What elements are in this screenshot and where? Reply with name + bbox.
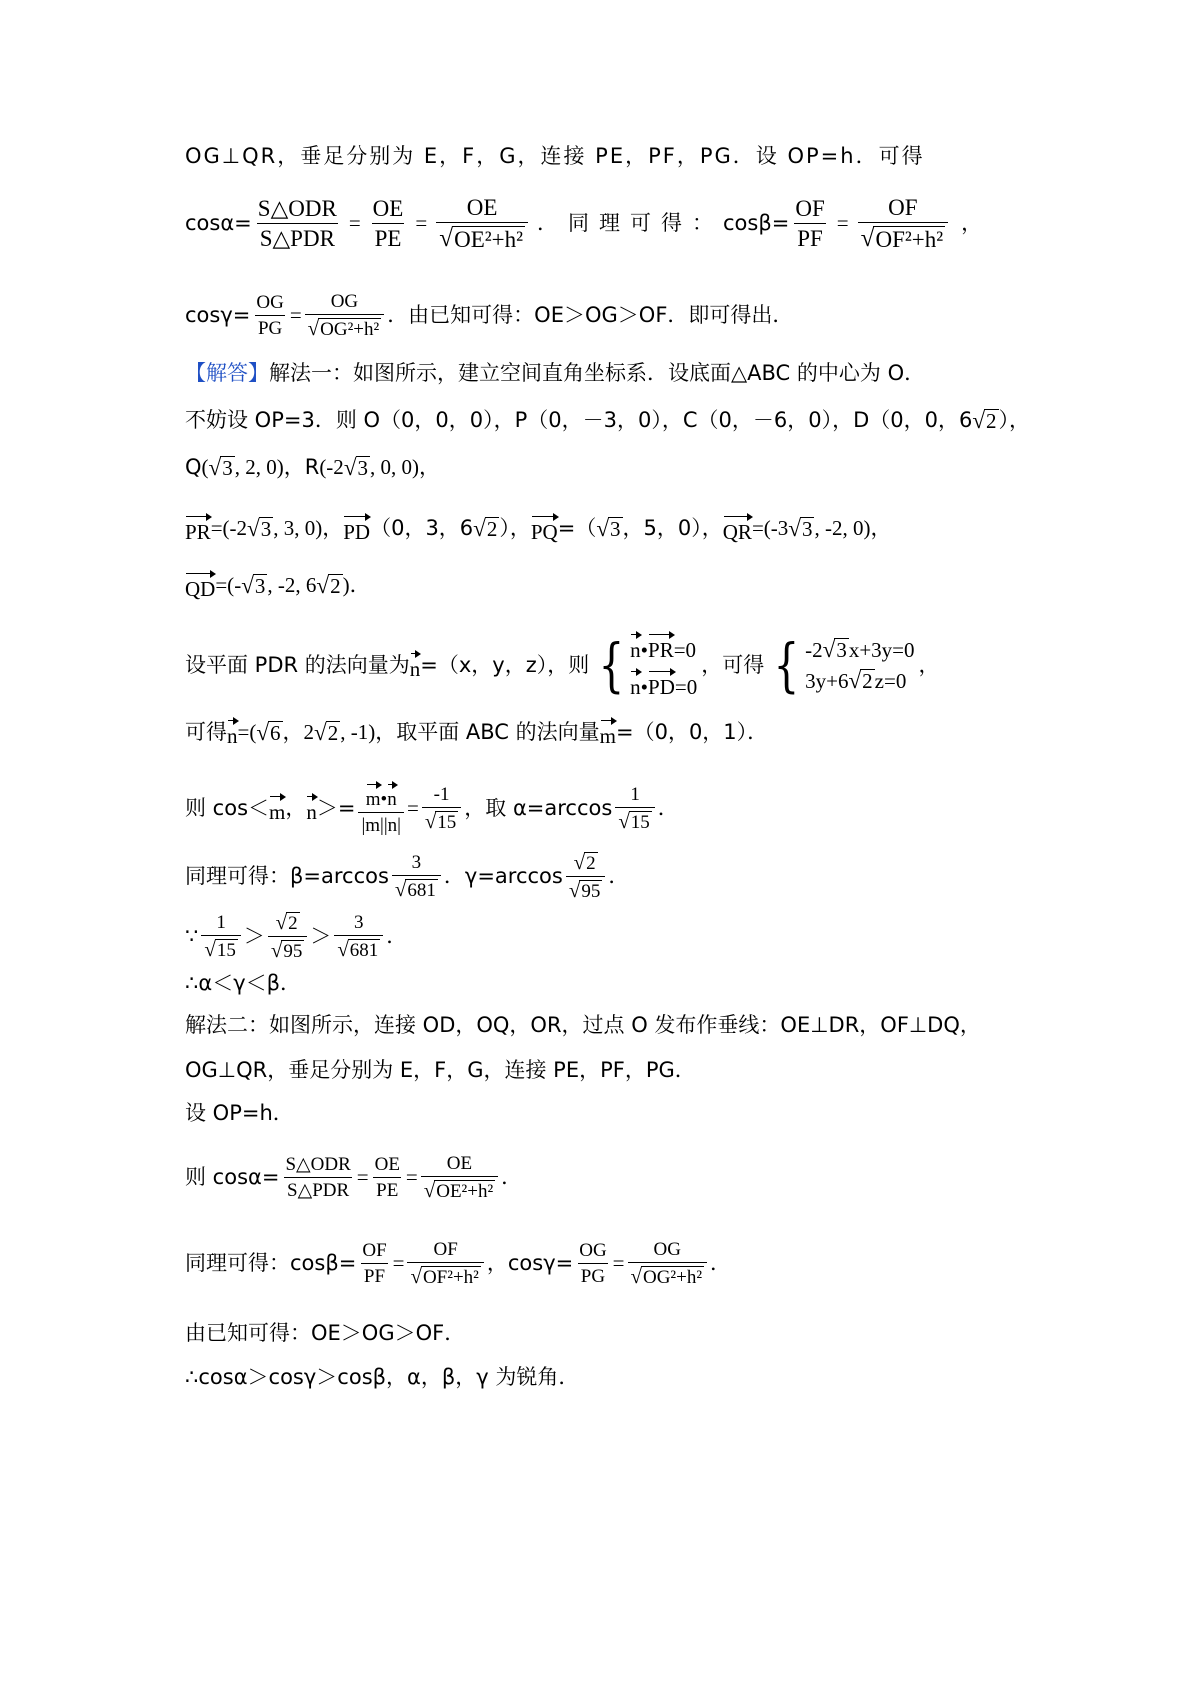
coordinate: 0: [380, 455, 391, 480]
comma: ,: [814, 516, 825, 540]
comma: ,: [295, 573, 306, 597]
coordinate: 2: [245, 455, 256, 480]
sqrt-argument: 15: [437, 812, 457, 833]
og-sqrt-fraction: [628, 1240, 708, 1287]
numerator: OE: [372, 196, 404, 222]
denominator: √ OE²+h²: [421, 1176, 498, 1201]
text-line-6: [185, 456, 440, 479]
brace: {: [773, 631, 800, 699]
text-span: ，: [622, 516, 644, 540]
text-span: 同理可得：cosβ=: [185, 1251, 357, 1275]
sqrt-argument: OG²+h²: [320, 319, 380, 340]
sqrt-argument: 2: [327, 720, 339, 745]
sqrt-expression: √ 6: [256, 718, 281, 745]
sqrt-argument: 15: [216, 940, 236, 961]
denominator: √ 15: [201, 935, 240, 960]
sqrt-argument: 3: [260, 516, 272, 541]
text-line-15: [185, 1015, 981, 1036]
coordinate: -2: [277, 573, 296, 597]
numerator: 1: [216, 912, 226, 933]
vector-pd: PD: [343, 514, 370, 543]
vector-n: n: [630, 632, 641, 661]
coordinate: 0: [852, 516, 864, 540]
text-line-17: [185, 1103, 294, 1124]
sqrt-expression: √ OF²+h²: [860, 224, 944, 252]
numerator: OG: [256, 292, 284, 313]
system-rows: [805, 635, 915, 693]
text-line-10: [185, 718, 768, 747]
equals-sign: =: [392, 1251, 405, 1275]
formula-line-3: [185, 292, 793, 339]
sqrt-argument: 2: [486, 516, 498, 541]
sqrt-argument: 2: [330, 573, 341, 598]
sqrt-expression: √ OG²+h²: [307, 316, 380, 340]
numerator: √ 2: [573, 850, 596, 874]
text-span: ，cosγ=: [486, 1251, 574, 1275]
comma: ，: [870, 516, 892, 540]
three-over-sqrt681: [334, 913, 383, 960]
coordinate: 2: [303, 720, 315, 744]
numerator: OE: [466, 195, 498, 220]
numerator: 1: [630, 784, 640, 805]
equals-sign: =(: [751, 516, 771, 540]
because-symbol: ∵: [185, 924, 199, 948]
comma: ,: [267, 573, 278, 597]
term: x+3y=0: [848, 637, 915, 662]
equals-sign: =: [405, 1165, 418, 1189]
equals-sign: =: [289, 303, 302, 327]
rhs: =0: [674, 675, 698, 699]
area-ratio-fraction: [255, 197, 340, 250]
text-line-13: [185, 912, 407, 961]
denominator: [305, 314, 385, 339]
sqrt-argument: OE²+h²: [454, 227, 523, 252]
formula-line-18: [185, 1154, 522, 1201]
text-line-1: [185, 146, 925, 167]
sqrt-argument: 3: [254, 573, 266, 598]
equals-sign: =: [612, 1251, 625, 1275]
neg-one-fraction: [422, 785, 461, 832]
equals-sign: =(: [237, 720, 257, 744]
vector-n: n: [387, 782, 397, 809]
og-pg-fraction: [253, 293, 286, 338]
coordinate: 6: [305, 573, 317, 597]
text-span: =（0，0，1）．: [615, 720, 769, 744]
vector-pr: PR: [185, 514, 211, 543]
text-line-12: [185, 852, 629, 901]
paren: ): [368, 720, 376, 744]
comma: ,: [370, 455, 381, 480]
text-span: 可得: [185, 720, 227, 744]
oe-sqrt-fraction: [421, 1154, 498, 1201]
coordinate: -2: [229, 516, 248, 540]
coordinate: -: [234, 573, 242, 597]
text-line-8: [185, 571, 371, 600]
comma: ，: [322, 516, 344, 540]
equals-sign: =: [356, 1165, 369, 1189]
text-span: ），: [998, 408, 1031, 433]
denominator: √ OG²+h²: [628, 1262, 708, 1287]
numerator: S△ODR: [257, 196, 337, 222]
sqrt-argument: OE²+h²: [436, 1181, 494, 1202]
sqrt-argument: 3: [222, 456, 233, 480]
equals-sign: =: [348, 211, 361, 236]
system-row: -2 √ 3 x+3y=0: [805, 635, 915, 662]
text-span: 则 cosα=: [185, 1165, 280, 1189]
angle-bracket: ＜: [248, 796, 270, 820]
comma: ,: [340, 720, 351, 744]
period: ．: [349, 573, 371, 597]
comma: ，: [283, 455, 305, 480]
vector-pd: PD: [648, 669, 675, 698]
paren: ): [863, 516, 871, 540]
sqrt-expression: √ 3: [241, 571, 266, 598]
cos-beta-label: cosβ=: [723, 211, 790, 236]
vector-m: m: [269, 794, 285, 823]
vector-n: n: [630, 669, 641, 698]
text-span: OG⊥QR，垂足分别为 E，F，G，连接 PE，PF，PG．: [185, 1058, 696, 1082]
denominator: |m||n|: [358, 812, 404, 835]
denominator: PF: [794, 223, 826, 250]
text-line-16: [185, 1060, 696, 1081]
sqrt-argument: 2: [986, 409, 997, 433]
denominator: PG: [578, 1263, 608, 1286]
comma: ,: [234, 455, 246, 480]
sqrt-argument: 95: [283, 941, 303, 962]
text-span: 由已知可得：OE＞OG＞OF．: [185, 1321, 466, 1345]
denominator: S△PDR: [257, 223, 338, 250]
text-line-7: [185, 514, 891, 543]
denominator: S△PDR: [284, 1177, 352, 1200]
text-span: 解法二：如图所示，连接 OD，OQ，OR，过点 O 发布作垂线：OE⊥DR，OF⊥DQ，: [185, 1013, 981, 1037]
denominator: [436, 222, 528, 251]
paren: ): [315, 516, 323, 540]
one-over-sqrt15: [615, 785, 654, 832]
text-line-14: [185, 973, 301, 994]
sqrt-expression: √ 3: [596, 514, 621, 541]
denominator: PG: [255, 315, 285, 338]
sqrt-expression: √ 3: [208, 454, 233, 480]
sqrt-expression: √ 3: [247, 514, 272, 541]
denominator: √ 15: [615, 807, 654, 832]
one-over-sqrt15: [201, 913, 240, 960]
text-line-4: [185, 363, 925, 384]
period: ．: [608, 864, 630, 888]
sqrt-argument: 2: [288, 913, 298, 934]
sqrt-expression: √ 2: [972, 407, 997, 433]
formula-line-19: [185, 1240, 731, 1287]
numerator: m•n: [363, 782, 400, 812]
denominator: √ 681: [392, 875, 441, 900]
coordinate: 0: [304, 516, 316, 540]
denominator: √ 95: [566, 876, 605, 901]
vector-n: n: [410, 651, 421, 680]
vector-pr: PR: [648, 632, 674, 661]
vector-m: m: [600, 718, 616, 747]
sqrt-argument: 3: [357, 456, 368, 480]
sqrt-argument: 95: [581, 881, 601, 902]
coordinate: -2: [824, 516, 843, 540]
text-span: ，取平面 ABC 的法向量: [375, 720, 600, 744]
text-span: OG⊥QR，垂足分别为 E，F，G，连接 PE，PF，PG．设 OP=h．可得: [185, 144, 925, 168]
oe-pe-fraction: [372, 1155, 403, 1200]
system-row: 3y+6 √ 2 z=0: [805, 667, 907, 693]
paren: ): [412, 455, 419, 480]
sqrt-argument: OF²+h²: [422, 1267, 479, 1288]
sqrt-argument: 3: [610, 516, 621, 541]
text-span: 设平面 PDR 的法向量为: [185, 652, 410, 677]
text-span: =（x，y，z），则: [420, 652, 590, 677]
term: z=0: [874, 669, 907, 693]
sqrt-argument: 15: [630, 812, 650, 833]
text-span: （0，3，6: [370, 516, 474, 540]
period: ．: [386, 924, 408, 948]
comma: ,: [294, 516, 305, 540]
vector-qr: QR: [723, 514, 752, 543]
numerator: OF: [888, 195, 918, 220]
denominator: [858, 222, 949, 251]
sqrt-argument: 3: [836, 637, 847, 662]
paren: ): [276, 455, 284, 480]
numerator: OE: [446, 1153, 473, 1174]
text-line-5: [185, 409, 1030, 432]
rhs: =0: [673, 638, 697, 662]
denominator: PF: [361, 1263, 388, 1286]
text-span: ．同理可得：: [537, 211, 723, 236]
numerator: OE: [374, 1154, 400, 1175]
sqrt-expression: √ 2: [473, 514, 498, 541]
comma: ，: [285, 796, 307, 820]
comma: ，: [419, 455, 440, 480]
point-label: R: [304, 455, 320, 480]
denominator: √ 15: [422, 807, 461, 832]
point-label: Q: [185, 455, 202, 480]
equals-sign: =: [406, 796, 419, 820]
numerator: OF: [362, 1240, 387, 1261]
period: ．: [710, 1251, 732, 1275]
coordinate: -1: [350, 720, 369, 744]
numerator: OG: [653, 1239, 681, 1260]
coordinate: 3: [283, 516, 295, 540]
period: ．: [657, 796, 679, 820]
denominator: PE: [372, 223, 405, 250]
equation-system-1: [593, 632, 697, 698]
sqrt2-over-sqrt95: [566, 852, 605, 901]
text-line-21: [185, 1367, 579, 1388]
of-pf-fraction: [792, 197, 827, 250]
brace: {: [598, 631, 625, 699]
system-row: n•PD=0: [630, 669, 697, 698]
og-pg-fraction: [576, 1241, 609, 1286]
equation-system-2: [768, 631, 915, 699]
system-rows: [630, 632, 697, 698]
paren: ): [342, 573, 350, 597]
coordinate: 0: [401, 455, 412, 480]
text-line-11: [185, 782, 679, 835]
sqrt2-over-sqrt95: [268, 912, 307, 961]
text-span: ．由已知可得：OE＞OG＞OF．即可得出．: [387, 303, 794, 327]
text-span: ，可得: [701, 652, 765, 677]
coordinate: -3: [770, 516, 789, 540]
sqrt-argument: 2: [586, 853, 596, 874]
text-span: 同理可得：β=arccos: [185, 864, 389, 888]
numerator: OF: [433, 1239, 458, 1260]
cos-gamma-label: cosγ=: [185, 303, 251, 327]
comma: ,: [273, 516, 284, 540]
of-sqrt-fraction: [858, 196, 949, 251]
text-span: 则 cos: [185, 796, 249, 820]
text-span: 解法一：如图所示，建立空间直角坐标系．设底面△ABC 的中心为 O．: [269, 361, 926, 385]
oe-sqrt-fraction: [436, 196, 528, 251]
text-span: =（: [557, 516, 597, 540]
text-span: ），: [499, 516, 531, 540]
numerator: -1: [433, 784, 450, 805]
vector-n: n: [306, 794, 317, 823]
numerator: 3: [354, 912, 364, 933]
term: 3y+6: [805, 669, 849, 693]
equals-sign: =(: [210, 516, 230, 540]
cos-alpha-label: cosα=: [185, 211, 252, 236]
text-span: ∴cosα＞cosγ＞cosβ，α，β，γ 为锐角．: [185, 1365, 580, 1389]
text-span: 5，0），: [643, 516, 723, 540]
sqrt-argument: OF²+h²: [875, 227, 944, 252]
sqrt-expression: √ OE²+h²: [439, 224, 523, 252]
text-span: ．γ=arccos: [443, 864, 563, 888]
area-ratio-fraction: [282, 1155, 353, 1200]
numerator: √ 2: [275, 910, 298, 934]
sqrt-expression: √ 2: [316, 571, 341, 598]
formula-line-2: [185, 196, 982, 251]
of-pf-fraction: [359, 1241, 389, 1286]
og-sqrt-fraction: [305, 292, 385, 339]
three-over-sqrt681: [392, 853, 441, 900]
numerator: OF: [795, 196, 825, 222]
sqrt-argument: 3: [801, 516, 813, 541]
equals-sign: =(: [215, 573, 235, 597]
sqrt-expression: √ 3: [788, 514, 813, 541]
denominator: √ 95: [268, 936, 307, 961]
numerator: OG: [330, 291, 359, 312]
paren: (-2: [319, 455, 344, 480]
numerator: 3: [411, 852, 422, 873]
equals-sign: =: [415, 211, 428, 236]
dot-product-fraction: [358, 782, 404, 835]
vector-n: n: [227, 718, 238, 747]
denominator: √ 681: [334, 935, 383, 960]
sqrt-expression: √ 2: [314, 718, 339, 745]
coordinate: 0: [266, 455, 277, 480]
paren: (: [201, 455, 209, 480]
angle-bracket: ＞=: [316, 796, 356, 820]
comma: ,: [842, 516, 853, 540]
comma: ，: [918, 652, 940, 677]
text-span: 设 OP=h．: [185, 1101, 294, 1125]
sqrt-argument: 2: [862, 669, 873, 693]
period: ．: [501, 1165, 523, 1189]
text-span: 不妨设 OP=3．则 O（0，0，0），P（0，－3，0），C（0，－6，0），D（0，0，6: [185, 408, 973, 433]
text-line-20: [185, 1323, 465, 1344]
comma: ，: [961, 211, 983, 236]
sqrt-argument: OG²+h²: [642, 1267, 703, 1288]
equals-sign: =: [836, 211, 849, 236]
greater-than: ＞: [310, 924, 332, 948]
numerator: OG: [579, 1240, 607, 1261]
vector-m: m: [366, 782, 381, 809]
of-sqrt-fraction: [407, 1240, 483, 1287]
comma: ，: [282, 720, 304, 744]
answer-tag: 【解答】: [185, 361, 269, 385]
sqrt-argument: 681: [349, 940, 379, 961]
comma: ,: [255, 455, 267, 480]
text-span: ，取 α=arccos: [464, 796, 613, 820]
denominator: PE: [373, 1177, 401, 1200]
term: -2: [805, 637, 823, 662]
text-line-9: [185, 632, 940, 698]
vector-qd: QD: [185, 571, 215, 600]
sqrt-argument: 6: [270, 720, 281, 745]
comma: ,: [391, 455, 402, 480]
vector-pq: PQ: [531, 514, 558, 543]
oe-pe-fraction: [370, 197, 407, 250]
sqrt-expression: √ 3: [343, 454, 368, 480]
system-row: n•PR=0: [630, 632, 697, 661]
numerator: S△ODR: [285, 1154, 351, 1175]
denominator: √ OF²+h²: [407, 1262, 483, 1287]
sqrt-argument: 681: [407, 880, 436, 901]
text-span: ∴α＜γ＜β．: [185, 971, 302, 995]
greater-than: ＞: [243, 924, 265, 948]
